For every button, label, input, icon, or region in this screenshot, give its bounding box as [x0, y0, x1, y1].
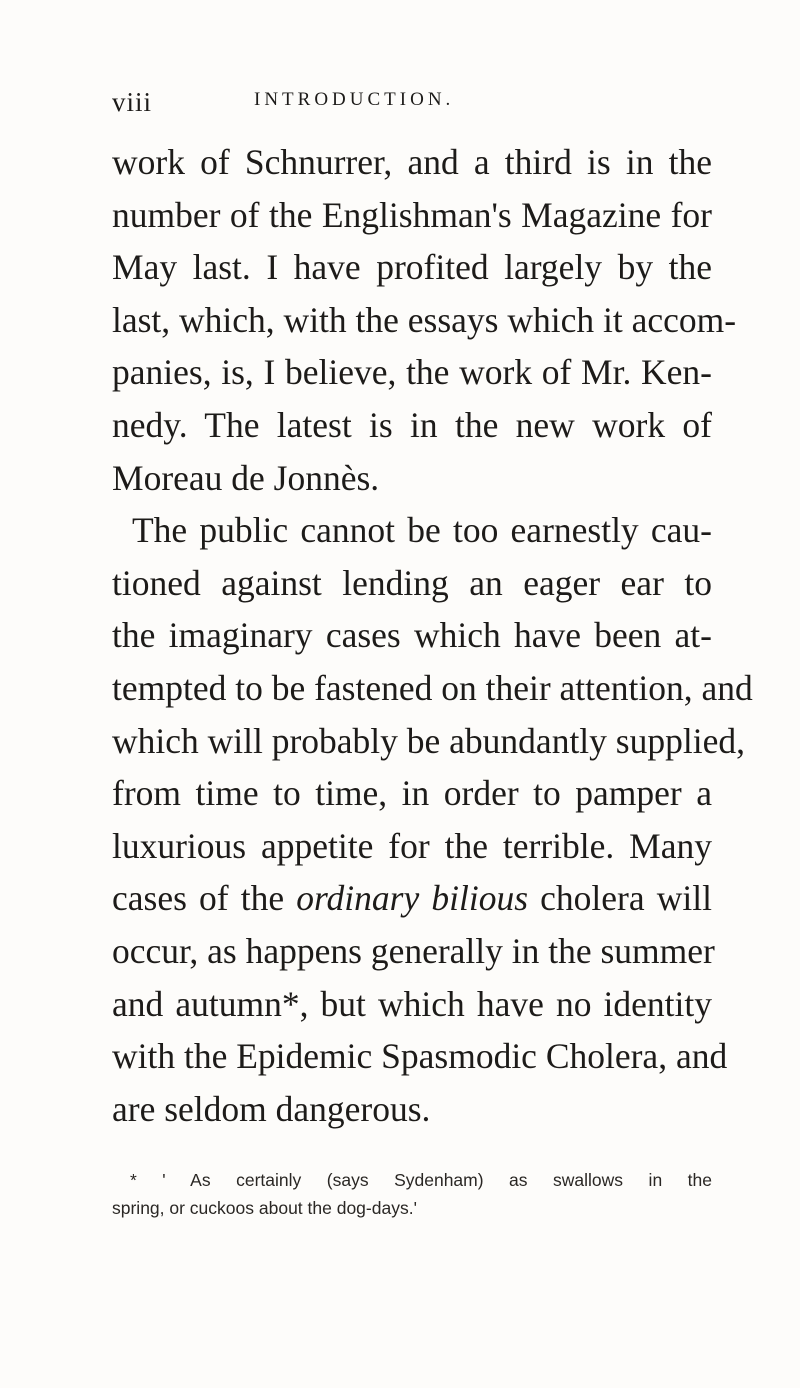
text-line: panies, is, I believe, the work of Mr. Ken- [112, 352, 712, 393]
text-line: nedy. The latest is in the new work of [112, 404, 712, 445]
text-line: May last. I have profited largely by the [112, 247, 712, 288]
text-line: cases of the ordinary bilious cholera will [112, 878, 712, 919]
text-line: with the Epidemic Spasmodic Cholera, and [112, 1036, 728, 1077]
running-head [112, 87, 732, 117]
footnote [112, 1166, 712, 1222]
text-line: last, which, with the essays which it accom- [112, 299, 737, 340]
page-number: viii [112, 87, 153, 117]
body-text [112, 136, 753, 1135]
text-line: and autumn*, but which have no identity [112, 983, 712, 1024]
chapter-title: INTRODUCTION. [254, 89, 455, 110]
text-line: tioned against lending an eager ear to [112, 562, 712, 603]
text-line: are seldom dangerous. [112, 1088, 431, 1129]
text-line: luxurious appetite for the terrible. Many [112, 825, 712, 866]
text-line: number of the Englishman's Magazine for [112, 194, 712, 235]
text-line: from time to time, in order to pamper a [112, 773, 712, 814]
footnote-line: spring, or cuckoos about the dog-days.' [112, 1198, 417, 1218]
text-line: Moreau de Jonnès. [112, 457, 380, 498]
text-line: The public cannot be too earnestly cau- [132, 510, 712, 551]
text-line: the imaginary cases which have been at- [112, 615, 712, 656]
text-line: tempted to be fastened on their attention, and [112, 667, 753, 708]
text-line: which will probably be abundantly supplied, [112, 720, 745, 761]
text-line: occur, as happens generally in the summer [112, 930, 715, 971]
italic-phrase: ordinary bilious [296, 878, 529, 919]
footnote-line: * ' As certainly (says Sydenham) as swallows in the [130, 1170, 712, 1190]
text-line: work of Schnurrer, and a third is in the [112, 142, 712, 182]
